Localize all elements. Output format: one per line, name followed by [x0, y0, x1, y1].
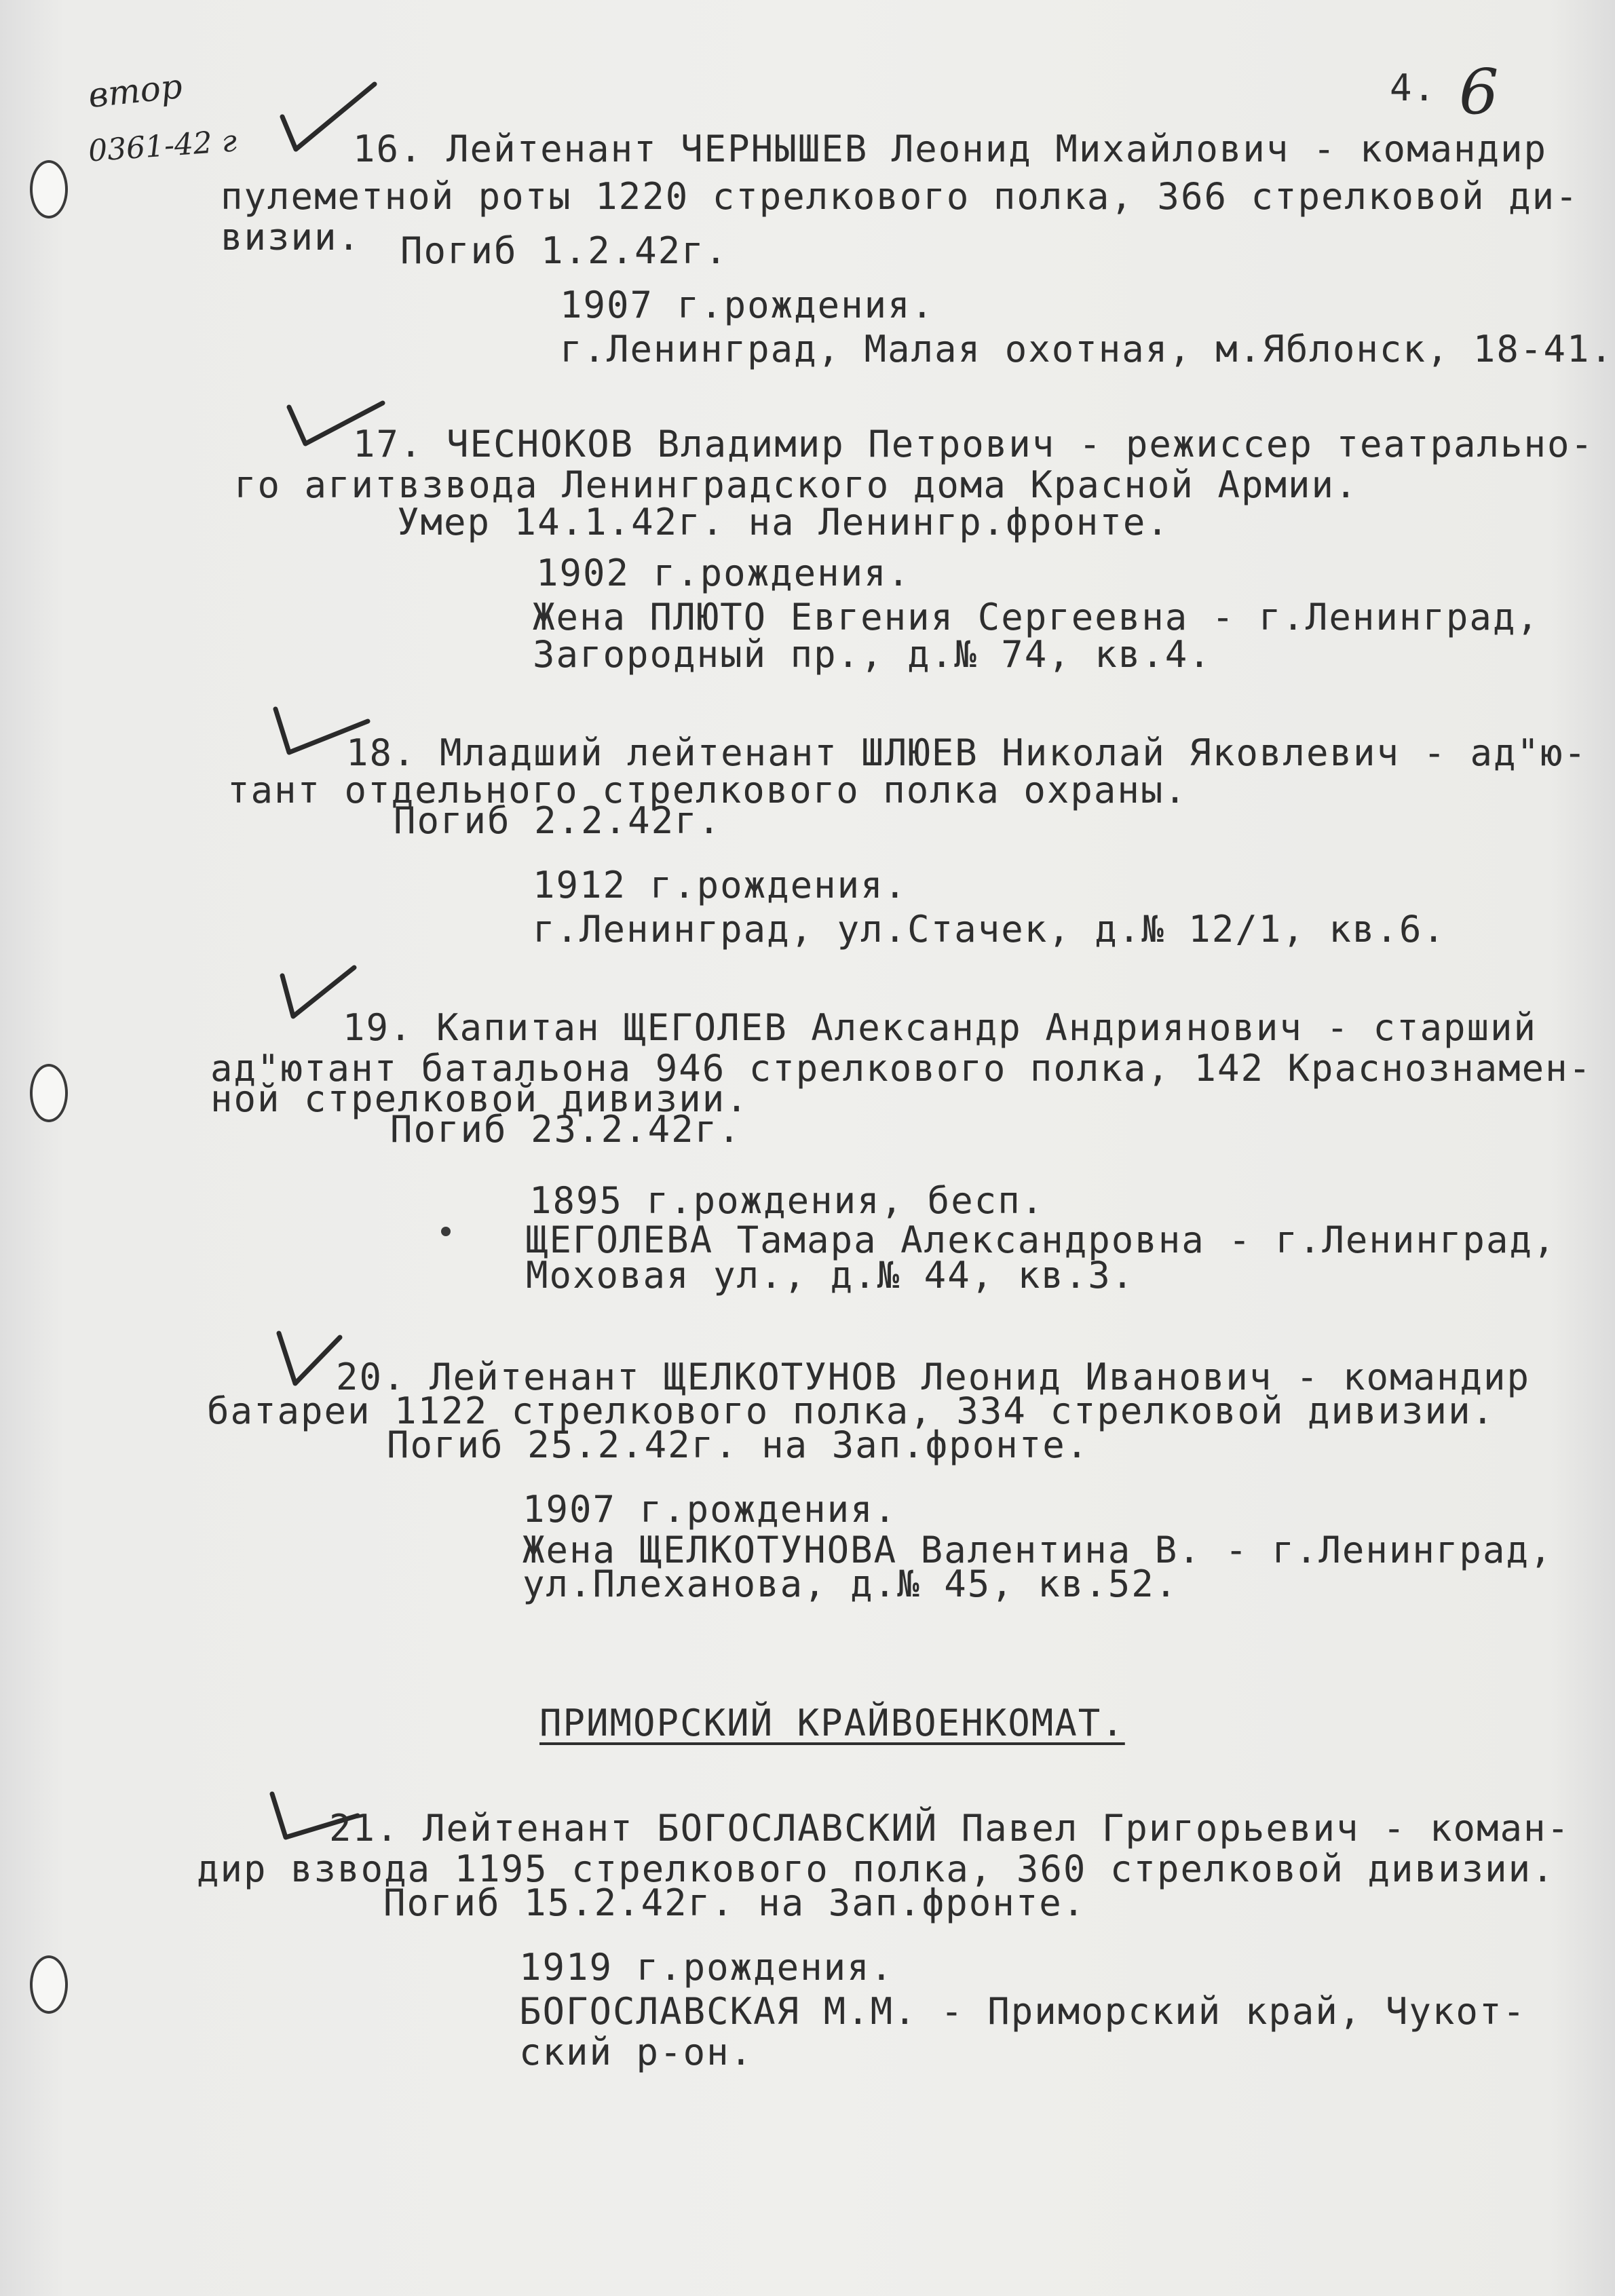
entry-address-line: г.Ленинград, Малая охотная, м.Яблонск, 18-41. [560, 328, 1614, 370]
entry-birth-line: 1919 г.рождения. [519, 1946, 894, 1989]
entry-line: батареи 1122 стрелкового полка, 334 стрелковой дивизии. [207, 1390, 1496, 1432]
entry-relative-line: ЩЕГОЛЕВА Тамара Александровна - г.Ленинград, [526, 1219, 1557, 1261]
entry-death-line: Погиб 15.2.42г. на Зап.фронте. [383, 1881, 1086, 1924]
entry-birth-line: 1912 г.рождения. [533, 864, 908, 906]
entry-line: 21. Лейтенант БОГОСЛАВСКИЙ Павел Григорьевич - коман- [329, 1807, 1571, 1850]
entry-line: 17. ЧЕСНОКОВ Владимир Петрович - режиссер театрально- [353, 423, 1595, 465]
entry-birth-line: 1902 г.рождения. [536, 552, 911, 594]
entry-line: 18. Младший лейтенант ШЛЮЕВ Николай Яковлевич - ад"ю- [346, 731, 1588, 774]
entry-line: го агитвзвода Ленинградского дома Красной Армии. [234, 463, 1358, 506]
entry-birth-line: 1907 г.рождения. [522, 1488, 898, 1531]
entry-line: ад"ютант батальона 946 стрелкового полка, 142 Краснознамен- [210, 1047, 1593, 1090]
punch-hole-bottom [30, 1955, 68, 2014]
entry-line: визии. [221, 216, 362, 259]
entry-line: тант отдельного стрелкового полка охраны. [227, 769, 1188, 811]
entry-line: 20. Лейтенант ЩЕЛКОТУНОВ Леонид Иванович - командир [336, 1356, 1531, 1398]
entry-birth-line: 1907 г.рождения. [560, 284, 935, 326]
margin-note-number: 0361-42 г [87, 123, 238, 169]
entry-relative-line: Жена ЩЕЛКОТУНОВА Валентина В. - г.Ленинград, [522, 1529, 1553, 1571]
entry-death-line: Погиб 25.2.42г. на Зап.фронте. [387, 1423, 1090, 1466]
section-heading: ПРИМОРСКИЙ КРАЙВОЕНКОМАТ. [539, 1702, 1125, 1744]
entry-death-line: Умер 14.1.42г. на Ленингр.фронте. [397, 501, 1170, 543]
punch-hole-middle [30, 1064, 68, 1122]
ink-bullet [441, 1227, 451, 1236]
entry-line: дир взвода 1195 стрелкового полка, 360 стрелковой дивизии. [197, 1848, 1555, 1890]
entry-line: 19. Капитан ЩЕГОЛЕВ Александр Андриянович - старший [343, 1006, 1538, 1049]
page-number-handwritten: 6 [1459, 56, 1499, 128]
entry-address-line: ский р-он. [519, 2031, 754, 2073]
entry-relative-line: Жена ПЛЮТО Евгения Сергеевна - г.Ленинград, [533, 596, 1540, 638]
entry-address-line: Моховая ул., д.№ 44, кв.3. [526, 1254, 1135, 1297]
entry-line: 16. Лейтенант ЧЕРНЫШЕВ Леонид Михайлович - командир [353, 128, 1548, 170]
margin-note-top: втор [86, 66, 185, 116]
punch-hole-top [30, 160, 68, 218]
entry-line: ной стрелковой дивизии. [210, 1077, 749, 1120]
entry-birth-line: 1895 г.рождения, бесп. [529, 1179, 1045, 1222]
entry-address-line: ул.Плеханова, д.№ 45, кв.52. [522, 1563, 1179, 1605]
entry-death-line: Погиб 1.2.42г. [400, 229, 729, 272]
entry-death-line: Погиб 23.2.42г. [390, 1108, 742, 1151]
page-number: 4. [1390, 66, 1437, 109]
entry-relative-line: БОГОСЛАВСКАЯ М.М. - Приморский край, Чукот- [519, 1990, 1526, 2033]
entry-death-line: Погиб 2.2.42г. [394, 799, 722, 842]
entry-address-line: Загородный пр., д.№ 74, кв.4. [533, 633, 1212, 676]
entry-line: пулеметной роты 1220 стрелкового полка, 366 стрелковой ди- [221, 175, 1579, 218]
entry-address-line: г.Ленинград, ул.Стачек, д.№ 12/1, кв.6. [533, 908, 1446, 951]
